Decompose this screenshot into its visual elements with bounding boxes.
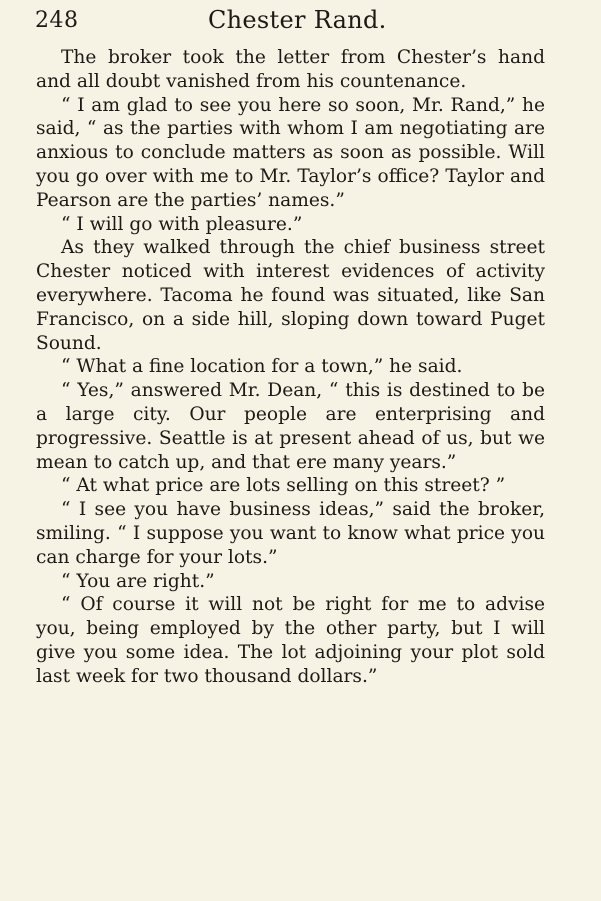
paragraph: “ At what price are lots selling on this street? ”	[61, 475, 506, 497]
paragraph: “ Of course it will not be right for me to advise you, being employed by the other party, but I will give you some idea. The lot adjoining your plot sold last week for two thousand dollars.”	[36, 594, 545, 687]
page-header	[0, 6, 601, 36]
paragraph: The broker took the letter from Chester’s hand and all doubt vanished from his countenance.	[36, 47, 545, 92]
paragraph: “ I am glad to see you here so soon, Mr. Rand,” he said, “ as the parties with whom I am negotiating are anxious to conclude matters as soon as possible. Will you go over with me to Mr. Taylor’s office? Taylor and Pearson are the parties’ names.”	[36, 94, 545, 211]
paragraph: “ I will go with pleasure.”	[61, 213, 303, 235]
running-head: Chester Rand.	[208, 6, 387, 34]
paragraph: As they walked through the chief business street Chester noticed with interest evidences of activity everywhere. Tacoma he found was situated, like San Francisco, on a side hill, sloping down toward Puget Sound.	[36, 237, 545, 354]
body-text	[36, 46, 545, 689]
paragraph: “ Yes,” answered Mr. Dean, “ this is destined to be a large city. Our people are enterprising and progressive. Seattle is at present ahead of us, but we mean to catch up, and that ere many years.”	[36, 380, 545, 473]
paragraph: “ What a fine location for a town,” he said.	[61, 356, 463, 378]
paragraph: “ I see you have business ideas,” said the broker, smiling. “ I suppose you want to know what price you can charge for your lots.”	[36, 499, 545, 568]
page-number: 248	[35, 8, 79, 33]
paragraph: “ You are right.”	[61, 570, 215, 592]
